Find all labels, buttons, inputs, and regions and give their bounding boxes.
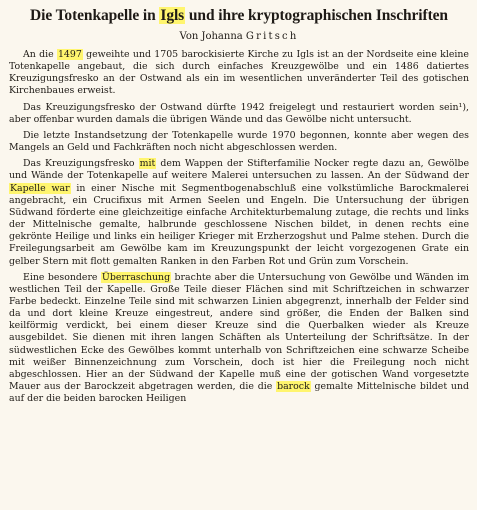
paragraph-1-end: geweihte und 1705 barockisierte Kirche zu Igls ist an der Nordseite eine kleine Totenkapelle angebaut, die sich durch einfaches Kreuzgewölbe und ein 1486 datiertes Kreuzigungsfresko an der Ostwand als ein im wesentlichen unveränderter Teil des gotischen Kirchenbaues erweist. [9,49,469,97]
title-text-start: Die Totenkapelle in [30,7,160,24]
paragraph-4-segment-3: in einer Nische mit Segmentbogenabschluß eine volkstümliche Barockmalerei angebracht, ein Crucifixus mit Armen Seelen und Engeln. Die Untersuchung der übrigen Südwand förderte eine gleichzeitige einfache Architekturbemalung zutage, die rechts und links der Mittelnische gemalte, halbrunde geschlossene Nischen bildet, in denen rechts eine gekrönte Heilige und links ein heiliger Krieger mit Erzherzogshut und Palme stehen. Durch die Freilegungsarbeit am Gewölbe kam im Kreuzungspunkt der leicht vorgezogenen Grate ein gelber Stern mit flott gemalten Ranken in den Farben Rot und Grün zum Vorschein. [9,182,469,267]
paragraph-1 [9,49,469,98]
paragraph-5 [9,272,469,406]
paragraph-4-highlight-1: mit [139,158,156,170]
title-highlight: Igls [160,7,185,24]
author-surname: Gritsch [245,31,299,42]
paragraph-4 [9,158,469,267]
paragraph-5-highlight-1: Überraschung [101,271,171,283]
paragraph-5-highlight-2: barock [277,381,310,393]
paragraph-1-highlight: 1497 [57,49,82,60]
paragraph-5-segment-3: gemalte Mittelnische bildet und auf der die beiden barocken Heiligen [9,381,469,405]
author-byline [9,30,469,44]
paragraph-3: Die letzte Instandsetzung der Totenkapelle wurde 1970 begonnen, konnte aber wegen des Mangels an Geld und Fachkräften noch nicht abgeschlossen werden. [9,129,469,154]
paragraph-5-segment-1: Eine besondere [23,271,101,283]
paragraph-4-highlight-2: Kapelle war [10,182,70,194]
title-text-end: und ihre kryptographischen Inschriften [185,7,448,24]
paragraph-1-start: An die [23,49,57,60]
paragraph-4-segment-1: Das Kreuzigungsfresko [23,158,139,170]
paragraph-4-segment-2: dem Wappen der Stifterfamilie Nocker regte dazu an, Gewölbe und Wände der Totenkapelle auf weitere Malerei untersuchen zu lassen. An der Südwand der [9,158,469,182]
paragraph-2: Das Kreuzigungsfresko der Ostwand dürfte 1942 freigelegt und restauriert worden sein¹), aber offenbar wurden damals die übrigen Wände und das Gewölbe nicht untersucht. [9,101,469,125]
byline-prefix: Von Johanna [179,31,246,42]
paragraph-5-segment-2: brachte aber die Untersuchung von Gewölbe und Wänden im westlichen Teil der Kapelle. Große Teile dieser Flächen sind mit Schriftzeichen in schwarzer Farbe bedeckt. Einzelne Teile sind mit schwarzen Linien abgegrenzt, innerhalb der Felder sind da und dort kleine Kreuze eingestreut, andere sind größer, die Enden der Balken sind keilförmig verdickt, bei einem dieser Kreuze sind die Querbalken wieder als Kreuze ausgebildet. Sie dienen mit ihren langen Schäften als Unterteilung der Schriftsätze. In der südwestlichen Ecke des Gewölbes kommt unterhalb von Schriftzeichen eine schwarze Scheibe mit weißer Binnenzeichnung zum Vorschein, doch ist hier die Freilegung noch nicht abgeschlossen. Hier an der Südwand der Kapelle muß eine der gotischen Wand vorgesetzte Mauer aus der Barockzeit abgetragen werden, die die [9,271,469,393]
document-title [9,6,469,26]
